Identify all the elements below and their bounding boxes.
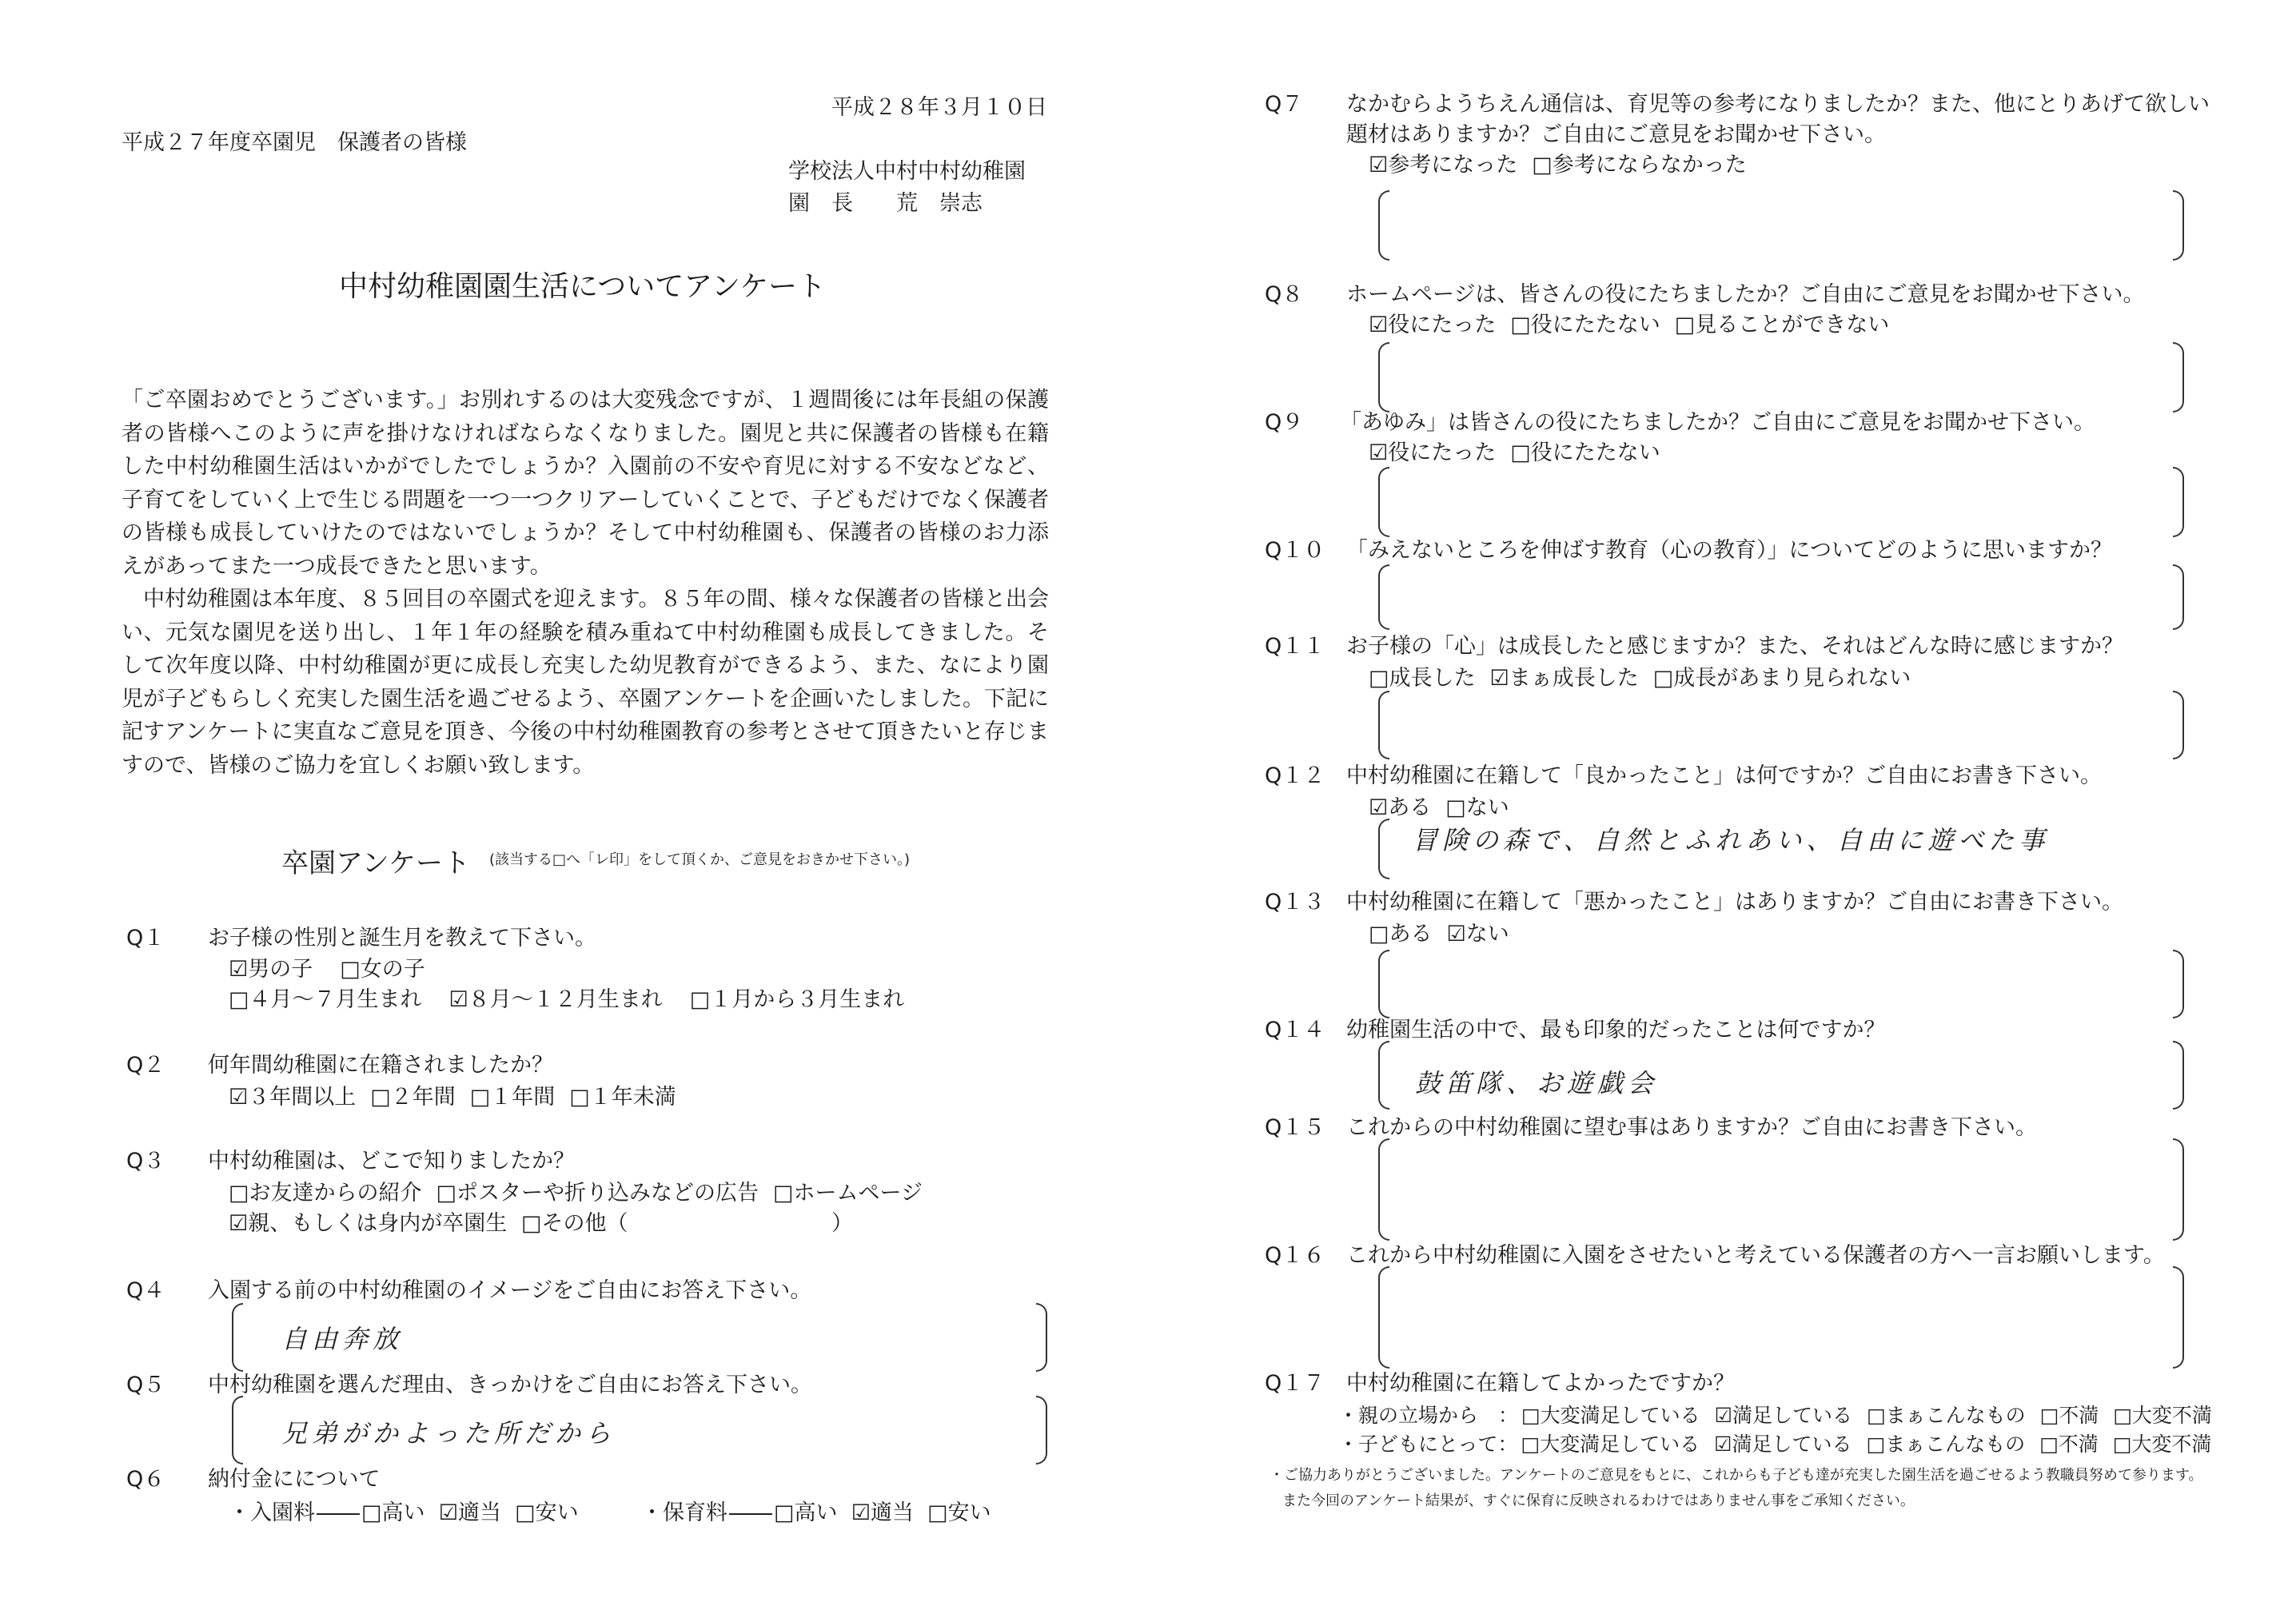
q8-options — [1369, 312, 1916, 339]
q5-bracket-right — [1036, 1396, 1047, 1465]
page-title: 中村幼稚園園生活についてアンケート — [339, 270, 827, 303]
q9-bracket-right — [2173, 467, 2184, 537]
q11-option-little-growth[interactable]: □成長があまり見られない — [1652, 666, 1911, 691]
q10-bracket-left — [1378, 564, 1389, 630]
q17-child-row — [1338, 1431, 2238, 1458]
q8-option-cannot-view[interactable]: □見ることができない — [1674, 313, 1890, 337]
q12-option-no[interactable]: □ない — [1445, 795, 1509, 820]
q9-number: Q９ — [1265, 410, 1304, 435]
q10-bracket-right — [2173, 564, 2184, 630]
q2-question: 何年間幼稚園に在籍されましたか？ — [208, 1053, 553, 1078]
q11-option-somewhat-grew[interactable]: ☑まぁ成長した — [1489, 666, 1639, 691]
q17-parent-row — [1338, 1402, 2239, 1429]
q8-number: Q８ — [1265, 282, 1304, 307]
q16-bracket-left — [1378, 1266, 1389, 1369]
q4-bracket-right — [1036, 1303, 1047, 1372]
survey-note: (該当する□へ「レ印」をして頂くか、ご意見をおきかせ下さい。) — [489, 851, 911, 868]
q9-option-useful[interactable]: ☑役にたった — [1369, 440, 1497, 465]
q4-bracket-left — [232, 1303, 243, 1372]
q12-handwritten-answer[interactable]: 冒険の森で、自然とふれあい、自由に遊べた事 — [1412, 825, 2050, 855]
q6-number: Q６ — [126, 1467, 165, 1492]
principal-name: 園 長 荒 崇志 — [788, 191, 983, 216]
q17-parent-label: ・親の立場から ： — [1338, 1404, 1519, 1427]
q17-child-dissatisfied[interactable]: □不満 — [2039, 1433, 2099, 1456]
q12-question: 中村幼稚園に在籍して「良かったこと」は何ですか？ご自由にお書き下さい。 — [1346, 763, 2102, 788]
q17-parent-so-so[interactable]: □まぁこんなもの — [1867, 1404, 2026, 1427]
q7-question-line2: 題材はありますか？ご自由にご意見をお聞かせ下さい。 — [1346, 122, 1886, 147]
q3-option-poster[interactable]: □ポスターや折り込みなどの広告 — [436, 1181, 759, 1206]
q7-option-helpful[interactable]: ☑参考になった — [1369, 153, 1518, 177]
q6-question: 納付金にについて — [208, 1467, 381, 1492]
q9-bracket-left — [1378, 467, 1389, 537]
q3-question: 中村幼稚園は、どこで知りましたか？ — [208, 1149, 575, 1174]
q1-option-apr-jul[interactable]: □４月～７月生まれ — [229, 987, 422, 1012]
q17-parent-very-dissatisfied[interactable]: □大変不満 — [2113, 1404, 2212, 1427]
q3-option-family[interactable]: ☑親、もしくは身内が卒園生 — [229, 1211, 508, 1236]
q6-tuition-fee-label: ・保育料 — [641, 1500, 727, 1525]
survey-heading: 卒園アンケート — [281, 847, 470, 879]
q17-parent-dissatisfied[interactable]: □不満 — [2039, 1404, 2099, 1427]
q16-bracket-right — [2173, 1266, 2184, 1369]
q17-number: Q１７ — [1265, 1371, 1325, 1396]
q13-number: Q１３ — [1265, 890, 1325, 915]
q9-option-not-useful[interactable]: □役にたたない — [1510, 440, 1660, 465]
q6-tuition-high[interactable]: □高い — [774, 1500, 838, 1525]
q11-bracket-left — [1378, 691, 1389, 759]
q11-options — [1369, 665, 1938, 692]
q2-option-2years[interactable]: □２年間 — [370, 1085, 456, 1110]
q6-tuition-fair[interactable]: ☑適当 — [851, 1500, 914, 1525]
q4-number: Q４ — [126, 1278, 165, 1303]
q3-option-homepage[interactable]: □ホームページ — [773, 1181, 923, 1206]
intro-paragraph-1: 「ご卒園おめでとうございます。」お別れするのは大変残念ですが、１週間後には年長組の保護者の皆様へこのように声を掛けなければならなくなりました。園児と共に保護者の皆様も在籍した中村幼稚園生活はいかがでしたでしょうか？入園前の不安や育児に対する不安などなど、子育てをしていく上で生じる問題を一つ一つクリアーしていくことで、子どもだけでなく保護者の皆様も成長していけたのではないでしょうか？そして中村幼稚園も、保護者の皆様のお力添えがあってまた一つ成長できたと思います。 — [122, 388, 1049, 579]
q1-number: Q１ — [126, 926, 165, 950]
q12-number: Q１２ — [1265, 763, 1325, 788]
q1-option-aug-dec[interactable]: ☑８月～１２月生まれ — [448, 987, 663, 1012]
q1-option-girl[interactable]: □女の子 — [340, 957, 425, 982]
q16-question: これから中村幼稚園に入園をさせたいと考えている保護者の方へ一言お願いします。 — [1346, 1243, 2165, 1268]
q6-entrance-high[interactable]: □高い — [361, 1500, 425, 1525]
q7-bracket-left — [1378, 190, 1389, 261]
q2-option-1year[interactable]: □１年間 — [469, 1085, 556, 1110]
q17-parent-satisfied[interactable]: ☑満足している — [1714, 1404, 1853, 1427]
q16-number: Q１６ — [1265, 1243, 1325, 1268]
q7-option-not-helpful[interactable]: □参考にならなかった — [1532, 153, 1747, 177]
q6-entrance-fee-label: ・入園料 — [229, 1500, 315, 1525]
q2-option-under-1year[interactable]: □１年未満 — [569, 1085, 676, 1110]
q3-number: Q３ — [126, 1149, 165, 1174]
q1-option-jan-mar[interactable]: □１月から３月生まれ — [689, 987, 905, 1012]
q3-option-friend[interactable]: □お友達からの紹介 — [229, 1181, 422, 1206]
q5-bracket-left — [232, 1396, 243, 1465]
q8-option-useful[interactable]: ☑役にたった — [1369, 313, 1497, 337]
q5-number: Q５ — [126, 1373, 165, 1397]
organization: 学校法人中村中村幼稚園 — [788, 159, 1026, 184]
q4-question: 入園する前の中村幼稚園のイメージをご自由にお答え下さい。 — [208, 1278, 812, 1303]
q8-question: ホームページは、皆さんの役にたちましたか？ご自由にご意見をお聞かせ下さい。 — [1346, 282, 2145, 307]
q14-bracket-left — [1378, 1041, 1389, 1110]
q15-bracket-left — [1378, 1138, 1389, 1241]
q3-options-row1 — [229, 1180, 950, 1207]
q7-options — [1369, 152, 1774, 179]
document-date: 平成２８年３月１０日 — [831, 95, 1047, 120]
q8-bracket-left — [1378, 342, 1389, 412]
q6-tuition-fee-row — [641, 1500, 991, 1527]
q15-number: Q１５ — [1265, 1115, 1325, 1140]
intro-paragraph-2: 中村幼稚園は本年度、８５回目の卒園式を迎えます。８５年の間、様々な保護者の皆様と出会い、元気な園児を送り出し、１年１年の経験を積み重ねて中村幼稚園も成長してきました。そして次年度以降、中村幼稚園が更に成長し充実した幼児教育ができるよう、また、なにより園児が子どもらしく充実した園生活を過ごせるよう、卒園アンケートを企画いたしました。下記に記すアンケートに実直なご意見を頂き、今後の中村幼稚園教育の参考とさせて頂きたいと存じますので、皆様のご協力を宜しくお願い致します。 — [122, 587, 1049, 778]
q12-option-yes[interactable]: ☑ある — [1369, 795, 1432, 820]
q5-handwritten-answer[interactable]: 兄弟がかよった所だから — [281, 1418, 616, 1449]
q15-question: これからの中村幼稚園に望む事はありますか？ご自由にお書き下さい。 — [1346, 1115, 2037, 1140]
q2-options — [229, 1084, 704, 1111]
q11-number: Q１１ — [1265, 634, 1325, 659]
q6-entrance-fair[interactable]: ☑適当 — [438, 1500, 501, 1525]
q17-question: 中村幼稚園に在籍してよかったですか？ — [1346, 1371, 1735, 1396]
q17-child-label: ・子どもにとって： — [1338, 1433, 1518, 1456]
q9-options — [1369, 440, 1688, 467]
q8-option-not-useful[interactable]: □役にたたない — [1510, 313, 1660, 337]
q3-option-other[interactable]: □その他（ — [521, 1211, 628, 1236]
q6-entrance-fee-row — [229, 1500, 579, 1527]
q11-option-grew[interactable]: □成長した — [1369, 666, 1476, 691]
footer-thanks: ・ご協力ありがとうございました。アンケートのご意見をもとに、これからも子ども達が充実した園生活を過ごせるよう教職員努めて参ります。 — [1270, 1467, 2203, 1484]
q14-question: 幼稚園生活の中で、最も印象的だったことは何ですか？ — [1346, 1018, 1886, 1042]
q15-bracket-right — [2173, 1138, 2184, 1241]
q12-bracket-left — [1378, 819, 1389, 879]
q14-handwritten-answer[interactable]: 鼓笛隊、お遊戯会 — [1415, 1068, 1659, 1098]
q17-child-so-so[interactable]: □まぁこんなもの — [1866, 1433, 2026, 1456]
q13-bracket-left — [1378, 950, 1389, 1018]
q13-options — [1369, 921, 1537, 948]
q1-gender-options — [229, 956, 452, 983]
intro-text — [122, 384, 1049, 782]
q4-handwritten-answer[interactable]: 自由奔放 — [281, 1324, 404, 1354]
q13-question: 中村幼稚園に在籍して「悪かったこと」はありますか？ご自由にお書き下さい。 — [1346, 890, 2123, 915]
addressee: 平成２７年度卒園児 保護者の皆様 — [122, 130, 467, 155]
q6-leader-line — [729, 1513, 772, 1515]
q1-option-boy[interactable]: ☑男の子 — [229, 957, 313, 982]
q8-bracket-right — [2173, 342, 2184, 412]
q3-other-close-paren: ） — [831, 1211, 853, 1236]
q13-option-yes[interactable]: □ある — [1369, 922, 1433, 946]
q1-birth-month-options — [229, 986, 931, 1014]
q17-child-satisfied[interactable]: ☑満足している — [1714, 1433, 1852, 1456]
q2-number: Q２ — [126, 1053, 165, 1078]
q10-question: 「みえないところを伸ばす教育（心の教育）」についてどのように思いますか？ — [1346, 538, 2112, 563]
q5-question: 中村幼稚園を選んだ理由、きっかけをご自由にお答え下さい。 — [208, 1373, 812, 1397]
q12-options — [1369, 795, 1537, 822]
q6-tuition-low[interactable]: □安い — [927, 1500, 991, 1525]
q9-question: 「あゆみ」は皆さんの役にたちましたか？ご自由にご意見をお聞かせ下さい。 — [1340, 410, 2095, 435]
q7-number: Q７ — [1265, 92, 1304, 117]
q10-number: Q１０ — [1265, 538, 1325, 563]
q17-parent-very-satisfied[interactable]: □大変満足している — [1521, 1404, 1700, 1427]
q17-child-very-satisfied[interactable]: □大変満足している — [1521, 1433, 1700, 1456]
q13-option-no[interactable]: ☑ない — [1446, 922, 1509, 946]
q14-bracket-right — [2173, 1041, 2184, 1110]
footer-notice: また今回のアンケート結果が、すぐに保育に反映されるわけではありません事をご承知ください。 — [1282, 1492, 1915, 1509]
q14-number: Q１４ — [1265, 1018, 1325, 1042]
q7-bracket-right — [2173, 190, 2184, 261]
q6-leader-line — [317, 1513, 360, 1515]
q7-question-line1: なかむらようちえん通信は、育児等の参考になりましたか？また、他にとりあげて欲しい — [1346, 92, 2210, 117]
q11-question: お子様の「心」は成長したと感じますか？また、それはどんな時に感じますか？ — [1346, 634, 2123, 659]
q17-child-very-dissatisfied[interactable]: □大変不満 — [2112, 1433, 2212, 1456]
q6-entrance-low[interactable]: □安い — [515, 1500, 579, 1525]
q11-bracket-right — [2173, 691, 2184, 759]
q2-option-3years[interactable]: ☑３年間以上 — [229, 1085, 357, 1110]
q13-bracket-right — [2173, 950, 2184, 1018]
q1-question: お子様の性別と誕生月を教えて下さい。 — [208, 926, 596, 950]
